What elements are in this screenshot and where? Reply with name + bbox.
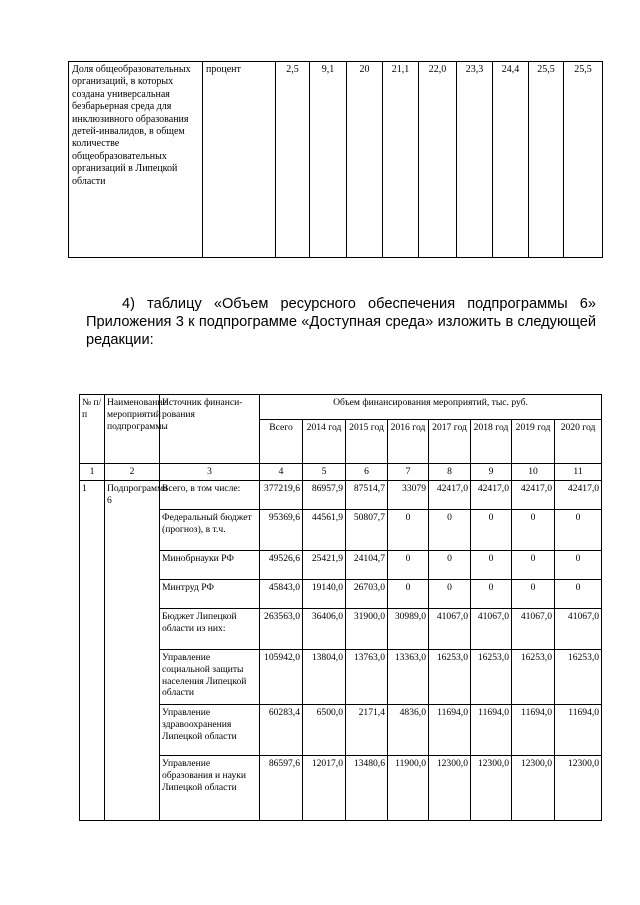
header-num: № п/п	[80, 395, 105, 464]
funding-value: 42417,0	[512, 481, 555, 510]
indicator-value: 21,1	[383, 62, 419, 258]
header-year: 2016 год	[388, 420, 429, 464]
funding-value: 0	[512, 580, 555, 609]
header-row-1	[80, 395, 602, 420]
column-number-row	[80, 464, 602, 481]
indicator-name: Доля общеобразовательных организаций, в которых создана универсальная безбарьерная среда для инклюзивного образования детей-инвалидов, в общем количестве общеобразовательных организаций в Липецкой области	[69, 62, 203, 258]
funding-value: 60283,4	[260, 705, 303, 756]
indicator-value: 25,5	[564, 62, 603, 258]
col-number: 2	[105, 464, 160, 481]
funding-source: Управление образования и науки Липецкой области	[160, 756, 260, 821]
resource-table	[79, 394, 602, 821]
indicator-table	[68, 61, 603, 258]
funding-value: 19140,0	[303, 580, 346, 609]
funding-value: 50807,7	[346, 510, 388, 551]
funding-value: 0	[388, 551, 429, 580]
indicator-unit: процент	[203, 62, 276, 258]
funding-value: 86597,6	[260, 756, 303, 821]
funding-source: Управление социальной защиты населения Липецкой области	[160, 650, 260, 705]
funding-value: 16253,0	[555, 650, 602, 705]
funding-value: 13480,6	[346, 756, 388, 821]
header-year: 2020 год	[555, 420, 602, 464]
header-year: 2017 год	[429, 420, 471, 464]
funding-value: 31900,0	[346, 609, 388, 650]
funding-value: 45843,0	[260, 580, 303, 609]
funding-value: 16253,0	[512, 650, 555, 705]
funding-value: 86957,9	[303, 481, 346, 510]
funding-value: 0	[388, 580, 429, 609]
indicator-value: 23,3	[457, 62, 493, 258]
funding-value: 11694,0	[429, 705, 471, 756]
funding-value: 0	[429, 580, 471, 609]
funding-value: 263563,0	[260, 609, 303, 650]
funding-value: 377219,6	[260, 481, 303, 510]
col-number: 7	[388, 464, 429, 481]
funding-value: 12300,0	[429, 756, 471, 821]
col-number: 8	[429, 464, 471, 481]
funding-value: 2171,4	[346, 705, 388, 756]
funding-value: 30989,0	[388, 609, 429, 650]
funding-value: 0	[471, 580, 512, 609]
funding-value: 87514,7	[346, 481, 388, 510]
funding-value: 16253,0	[471, 650, 512, 705]
funding-value: 42417,0	[471, 481, 512, 510]
col-number: 4	[260, 464, 303, 481]
col-number: 3	[160, 464, 260, 481]
funding-value: 11694,0	[555, 705, 602, 756]
funding-value: 95369,6	[260, 510, 303, 551]
funding-value: 24104,7	[346, 551, 388, 580]
funding-value: 0	[555, 551, 602, 580]
header-year: 2019 год	[512, 420, 555, 464]
col-number: 1	[80, 464, 105, 481]
indicator-value: 25,5	[529, 62, 564, 258]
funding-value: 0	[471, 510, 512, 551]
funding-source: Минобрнауки РФ	[160, 551, 260, 580]
header-total: Всего	[260, 420, 303, 464]
funding-value: 0	[429, 510, 471, 551]
col-number: 10	[512, 464, 555, 481]
header-source: Источник финанси-рования	[160, 395, 260, 464]
funding-source: Управление здравоохранения Липецкой области	[160, 705, 260, 756]
funding-value: 42417,0	[555, 481, 602, 510]
indicator-value: 9,1	[310, 62, 347, 258]
funding-value: 0	[429, 551, 471, 580]
col-number: 11	[555, 464, 602, 481]
funding-source: Федеральный бюджет (прогноз), в т.ч.	[160, 510, 260, 551]
funding-value: 13804,0	[303, 650, 346, 705]
col-number: 5	[303, 464, 346, 481]
funding-value: 44561,9	[303, 510, 346, 551]
funding-value: 0	[555, 580, 602, 609]
indicator-value: 2,5	[276, 62, 310, 258]
funding-value: 26703,0	[346, 580, 388, 609]
funding-value: 0	[555, 510, 602, 551]
funding-value: 12300,0	[471, 756, 512, 821]
amendment-text: 4) таблицу «Объем ресурсного обеспечения подпрограммы 6» Приложения 3 к подпрограмме «Доступная среда» изложить в следующей редакции:	[86, 296, 596, 348]
funding-value: 0	[388, 510, 429, 551]
indicator-value: 20	[347, 62, 383, 258]
funding-value: 16253,0	[429, 650, 471, 705]
header-volume: Объем финансирования мероприятий, тыс. руб.	[260, 395, 602, 420]
funding-value: 4836,0	[388, 705, 429, 756]
table-row	[80, 481, 602, 510]
funding-value: 49526,6	[260, 551, 303, 580]
funding-value: 11900,0	[388, 756, 429, 821]
funding-value: 12017,0	[303, 756, 346, 821]
funding-value: 13763,0	[346, 650, 388, 705]
funding-value: 0	[471, 551, 512, 580]
funding-value: 105942,0	[260, 650, 303, 705]
funding-value: 41067,0	[471, 609, 512, 650]
row-name: Подпрограмма 6	[105, 481, 160, 821]
amendment-paragraph	[86, 295, 596, 349]
funding-value: 6500,0	[303, 705, 346, 756]
header-name: Наименование мероприятий подпрограммы	[105, 395, 160, 464]
funding-value: 12300,0	[555, 756, 602, 821]
funding-value: 13363,0	[388, 650, 429, 705]
funding-value: 41067,0	[512, 609, 555, 650]
header-year: 2015 год	[346, 420, 388, 464]
funding-value: 12300,0	[512, 756, 555, 821]
funding-value: 25421,9	[303, 551, 346, 580]
indicator-value: 24,4	[493, 62, 529, 258]
funding-source: Всего, в том числе:	[160, 481, 260, 510]
data-rows	[80, 481, 602, 821]
funding-value: 11694,0	[471, 705, 512, 756]
header-year: 2018 год	[471, 420, 512, 464]
funding-value: 0	[512, 510, 555, 551]
funding-value: 0	[512, 551, 555, 580]
funding-value: 42417,0	[429, 481, 471, 510]
funding-value: 33079	[388, 481, 429, 510]
header-year: 2014 год	[303, 420, 346, 464]
indicator-row	[69, 62, 603, 258]
indicator-value: 22,0	[419, 62, 457, 258]
col-number: 6	[346, 464, 388, 481]
col-number: 9	[471, 464, 512, 481]
funding-source: Бюджет Липецкой области из них:	[160, 609, 260, 650]
row-number: 1	[80, 481, 105, 821]
funding-source: Минтруд РФ	[160, 580, 260, 609]
funding-value: 41067,0	[429, 609, 471, 650]
funding-value: 36406,0	[303, 609, 346, 650]
funding-value: 41067,0	[555, 609, 602, 650]
funding-value: 11694,0	[512, 705, 555, 756]
